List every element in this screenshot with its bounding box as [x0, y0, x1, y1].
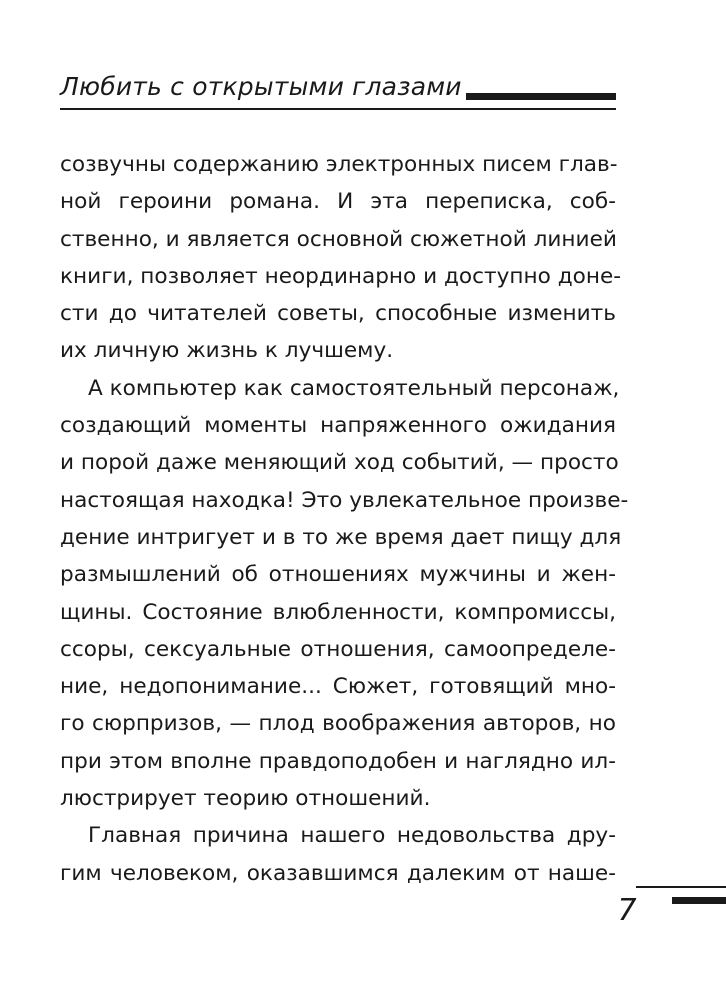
text-line: сти до читателей советы, способные изменить — [60, 301, 616, 327]
text-line: размышлений об отношениях мужчины и жен- — [60, 562, 616, 588]
text-line: ной героини романа. И эта переписка, соб- — [60, 189, 616, 215]
header-rule — [60, 108, 616, 110]
text-line: го сюрпризов, — плод воображения авторов, но — [60, 711, 616, 737]
text-line: книги, позволяет неординарно и доступно доне- — [60, 263, 622, 289]
footer-rule-thick — [672, 897, 726, 904]
text-line: щины. Состояние влюбленности, компромиссы, — [60, 599, 616, 625]
header-rule-thick — [466, 93, 616, 100]
text-line: настоящая находка! Это увлекательное произве- — [60, 487, 629, 513]
text-line: дение интригует и в то же время дает пищу для — [60, 524, 622, 550]
text-line: А компьютер как самостоятельный персонаж, — [88, 375, 620, 401]
text-line: создающий моменты напряженного ожидания — [60, 413, 616, 439]
text-line: и порой даже меняющий ход событий, — просто — [60, 450, 619, 476]
text-line: гим человеком, оказавшимся далеким от наше- — [60, 860, 616, 886]
text-line: ссоры, сексуальные отношения, самоопределе- — [60, 636, 616, 662]
text-line: люстрирует теорию отношений. — [60, 786, 431, 812]
text-line: при этом вполне правдоподобен и наглядно ил- — [60, 748, 616, 774]
text-line: созвучны содержанию электронных писем глав- — [60, 152, 618, 177]
text-line: их личную жизнь к лучшему. — [60, 338, 394, 364]
text-line: ственно, и является основной сюжетной линией — [60, 226, 617, 252]
body-text — [60, 146, 629, 892]
page-number: 7 — [617, 893, 637, 928]
running-header — [60, 72, 616, 112]
text-line: ние, недопонимание... Сюжет, готовящий мно- — [60, 674, 616, 700]
footer-rule — [636, 886, 726, 888]
header-title: Любить с открытыми глазами — [60, 72, 462, 101]
text-line: Главная причина нашего недовольства дру- — [88, 823, 616, 849]
